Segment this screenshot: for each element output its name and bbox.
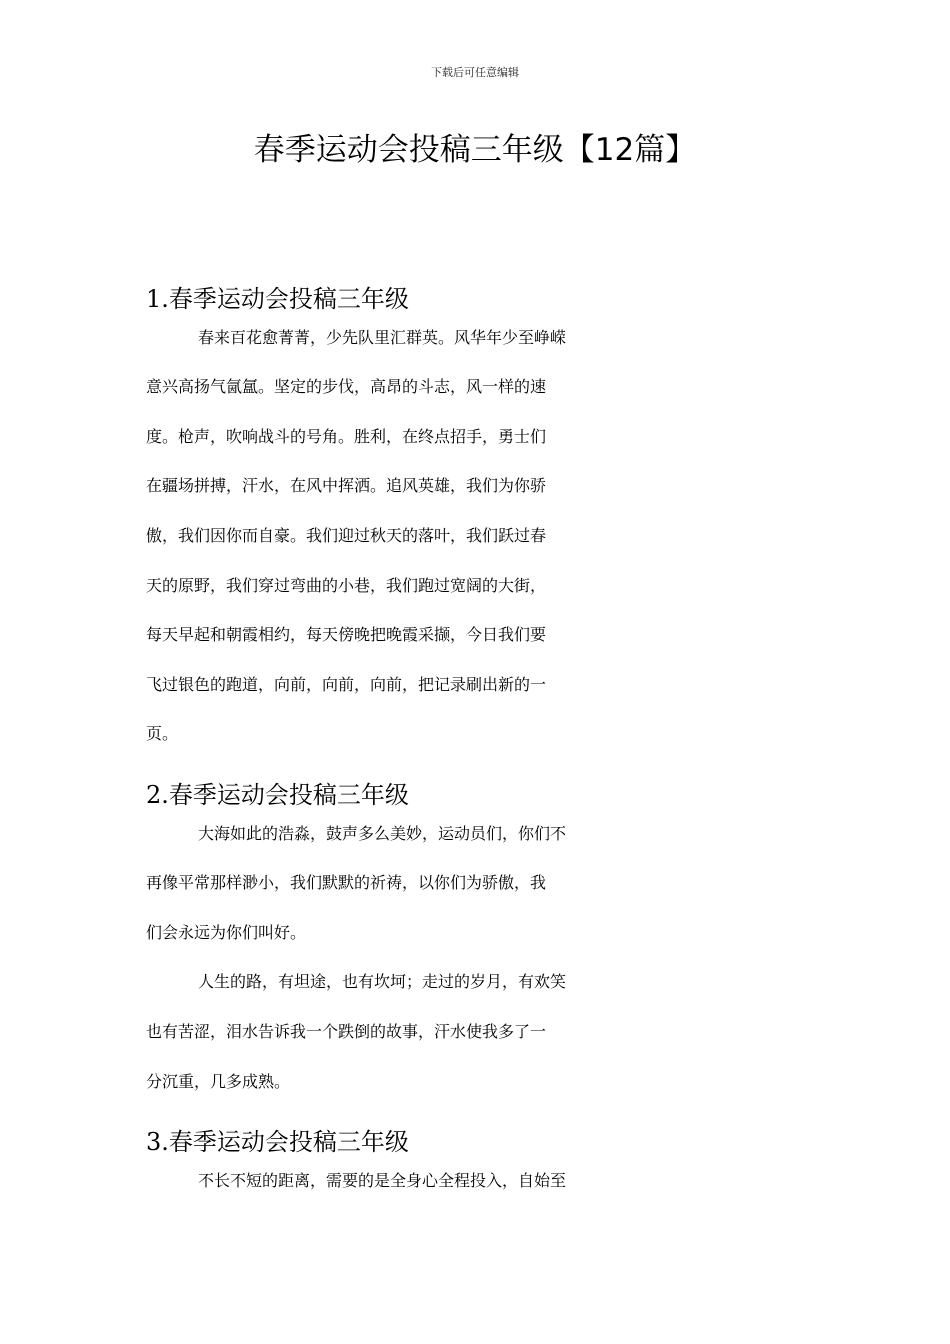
section-2	[146, 771, 808, 1118]
paragraph	[146, 325, 808, 771]
section-3	[146, 1118, 808, 1217]
text-line: 度。枪声，吹响战斗的号角。胜利，在终点招手，勇士们	[146, 426, 547, 446]
text-line: 页。	[146, 724, 179, 744]
paragraph	[146, 821, 808, 970]
text-line: 飞过银色的跑道，向前，向前，向前，把记录刷出新的一	[146, 674, 547, 694]
document-body	[146, 275, 808, 1217]
section-heading: 2.春季运动会投稿三年级	[146, 780, 409, 809]
section-heading: 3.春季运动会投稿三年级	[146, 1128, 409, 1157]
section-heading: 1.春季运动会投稿三年级	[146, 285, 409, 313]
text-line: 意兴高扬气氤氲。坚定的步伐，高昂的斗志，风一样的速	[146, 377, 547, 397]
paragraph	[146, 1168, 808, 1218]
section-1	[146, 275, 808, 771]
text-line: 在疆场拼搏，汗水，在风中挥洒。追风英雄，我们为你骄	[146, 476, 547, 496]
text-line: 春来百花愈菁菁，少先队里汇群英。风华年少至峥嵘	[198, 327, 567, 347]
text-line: 大海如此的浩淼，鼓声多么美妙，运动员们，你们不	[198, 823, 567, 843]
text-line: 也有苦涩，泪水告诉我一个跌倒的故事，汗水使我多了一	[146, 1021, 547, 1041]
text-line: 分沉重，几多成熟。	[146, 1071, 291, 1091]
text-line: 不长不短的距离，需要的是全身心全程投入，自始至	[198, 1170, 567, 1190]
header-note: 下载后可任意编辑	[431, 66, 519, 79]
text-line: 们会永远为你们叫好。	[146, 922, 307, 942]
page-title: 春季运动会投稿三年级【12篇】	[253, 132, 697, 168]
paragraph	[146, 969, 808, 1118]
text-line: 再像平常那样渺小，我们默默的祈祷，以你们为骄傲，我	[146, 873, 547, 893]
text-line: 每天早起和朝霞相约，每天傍晚把晚霞采撷，今日我们要	[146, 625, 547, 645]
text-line: 傲，我们因你而自豪。我们迎过秋天的落叶，我们跃过春	[146, 525, 547, 545]
text-line: 人生的路，有坦途，也有坎坷；走过的岁月，有欢笑	[198, 972, 567, 992]
text-line: 天的原野，我们穿过弯曲的小巷，我们跑过宽阔的大街，	[146, 575, 547, 595]
